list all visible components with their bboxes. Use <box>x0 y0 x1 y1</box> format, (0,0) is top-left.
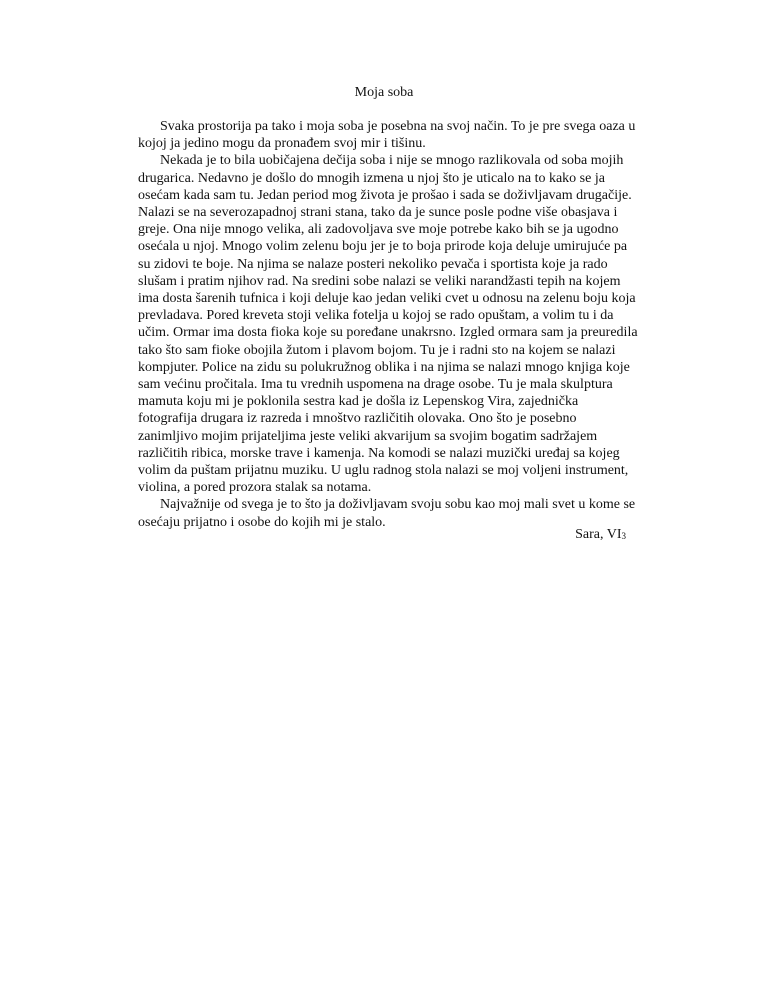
paragraph-3: Najvažnije od svega je to što ja doživljavam svoju sobu kao moj mali svet u kome se osećaju prijatno i osobe do kojih mi je stalo. <box>138 497 636 530</box>
signature-name: Sara, VI <box>575 527 622 542</box>
document-body <box>138 118 638 531</box>
author-signature <box>575 526 626 545</box>
paragraph-1: Svaka prostorija pa tako i moja soba je posebna na svoj način. To je pre svega oaza u kojoj ja jedino mogu da pronađem svoj mir i tišinu. <box>138 119 636 152</box>
document-title: Moja soba <box>354 85 414 100</box>
signature-class-number: 3 <box>621 531 626 541</box>
paragraph-2: Nekada je to bila uobičajena dečija soba i nije se mnogo razlikovala od soba mojih drugarica. Nedavno je došlo do mnogih izmena u njoj što je uticalo na to kako se ja osećam kada sam tu. Jedan period mog života je prošao i sada se doživljavam drugačije. Nalazi se na severozapadnoj strani stana, tako da je sunce posle podne više obasjava i greje. Ona nije mnogo velika, ali zadovoljava sve moje potrebe kako bih se ja ugodno osećala u njoj. Mnogo volim zelenu boju jer je to boja prirode koja deluje umirujuće pa su zidovi te boje. Na njima se nalaze posteri nekoliko pevača i sportista koje ja rado slušam i pratim njihov rad. Na sredini sobe nalazi se veliki narandžasti tepih na kojem ima dosta šarenih tufnica i koji deluje kao jedan veliki cvet u odnosu na zelenu boju koja prevladava. Pored kreveta stoji velika fotelja u kojoj se rado opuštam, a volim tu i da učim. Ormar ima dosta fioka koje su poređane unakrsno. Izgled ormara sam ja preuredila tako što sam fioke obojila žutom i plavom bojom. Tu je i radni sto na kojem se nalazi kompjuter. Police na zidu su polukružnog oblika i na njima se nalazi mnogo knjiga koje sam većinu pročitala. Ima tu vrednih uspomena na drage osobe. Tu je mala skulptura mamuta koju mi je poklonila sestra kad je došla iz Lepenskog Vira, zajednička fotografija drugara iz razreda i mnoštvo različitih olovaka. Ono što je posebno zanimljivo mojim prijateljima jeste veliki akvarijum sa svojim bogatim sadržajem različitih ribica, morske trave i kamenja. Na komodi se nalazi muzički uređaj sa kojeg volim da puštam prijatnu muziku. U uglu radnog stola nalazi se moj voljeni instrument, violina, a pored prozora stalak sa notama. <box>138 153 638 496</box>
